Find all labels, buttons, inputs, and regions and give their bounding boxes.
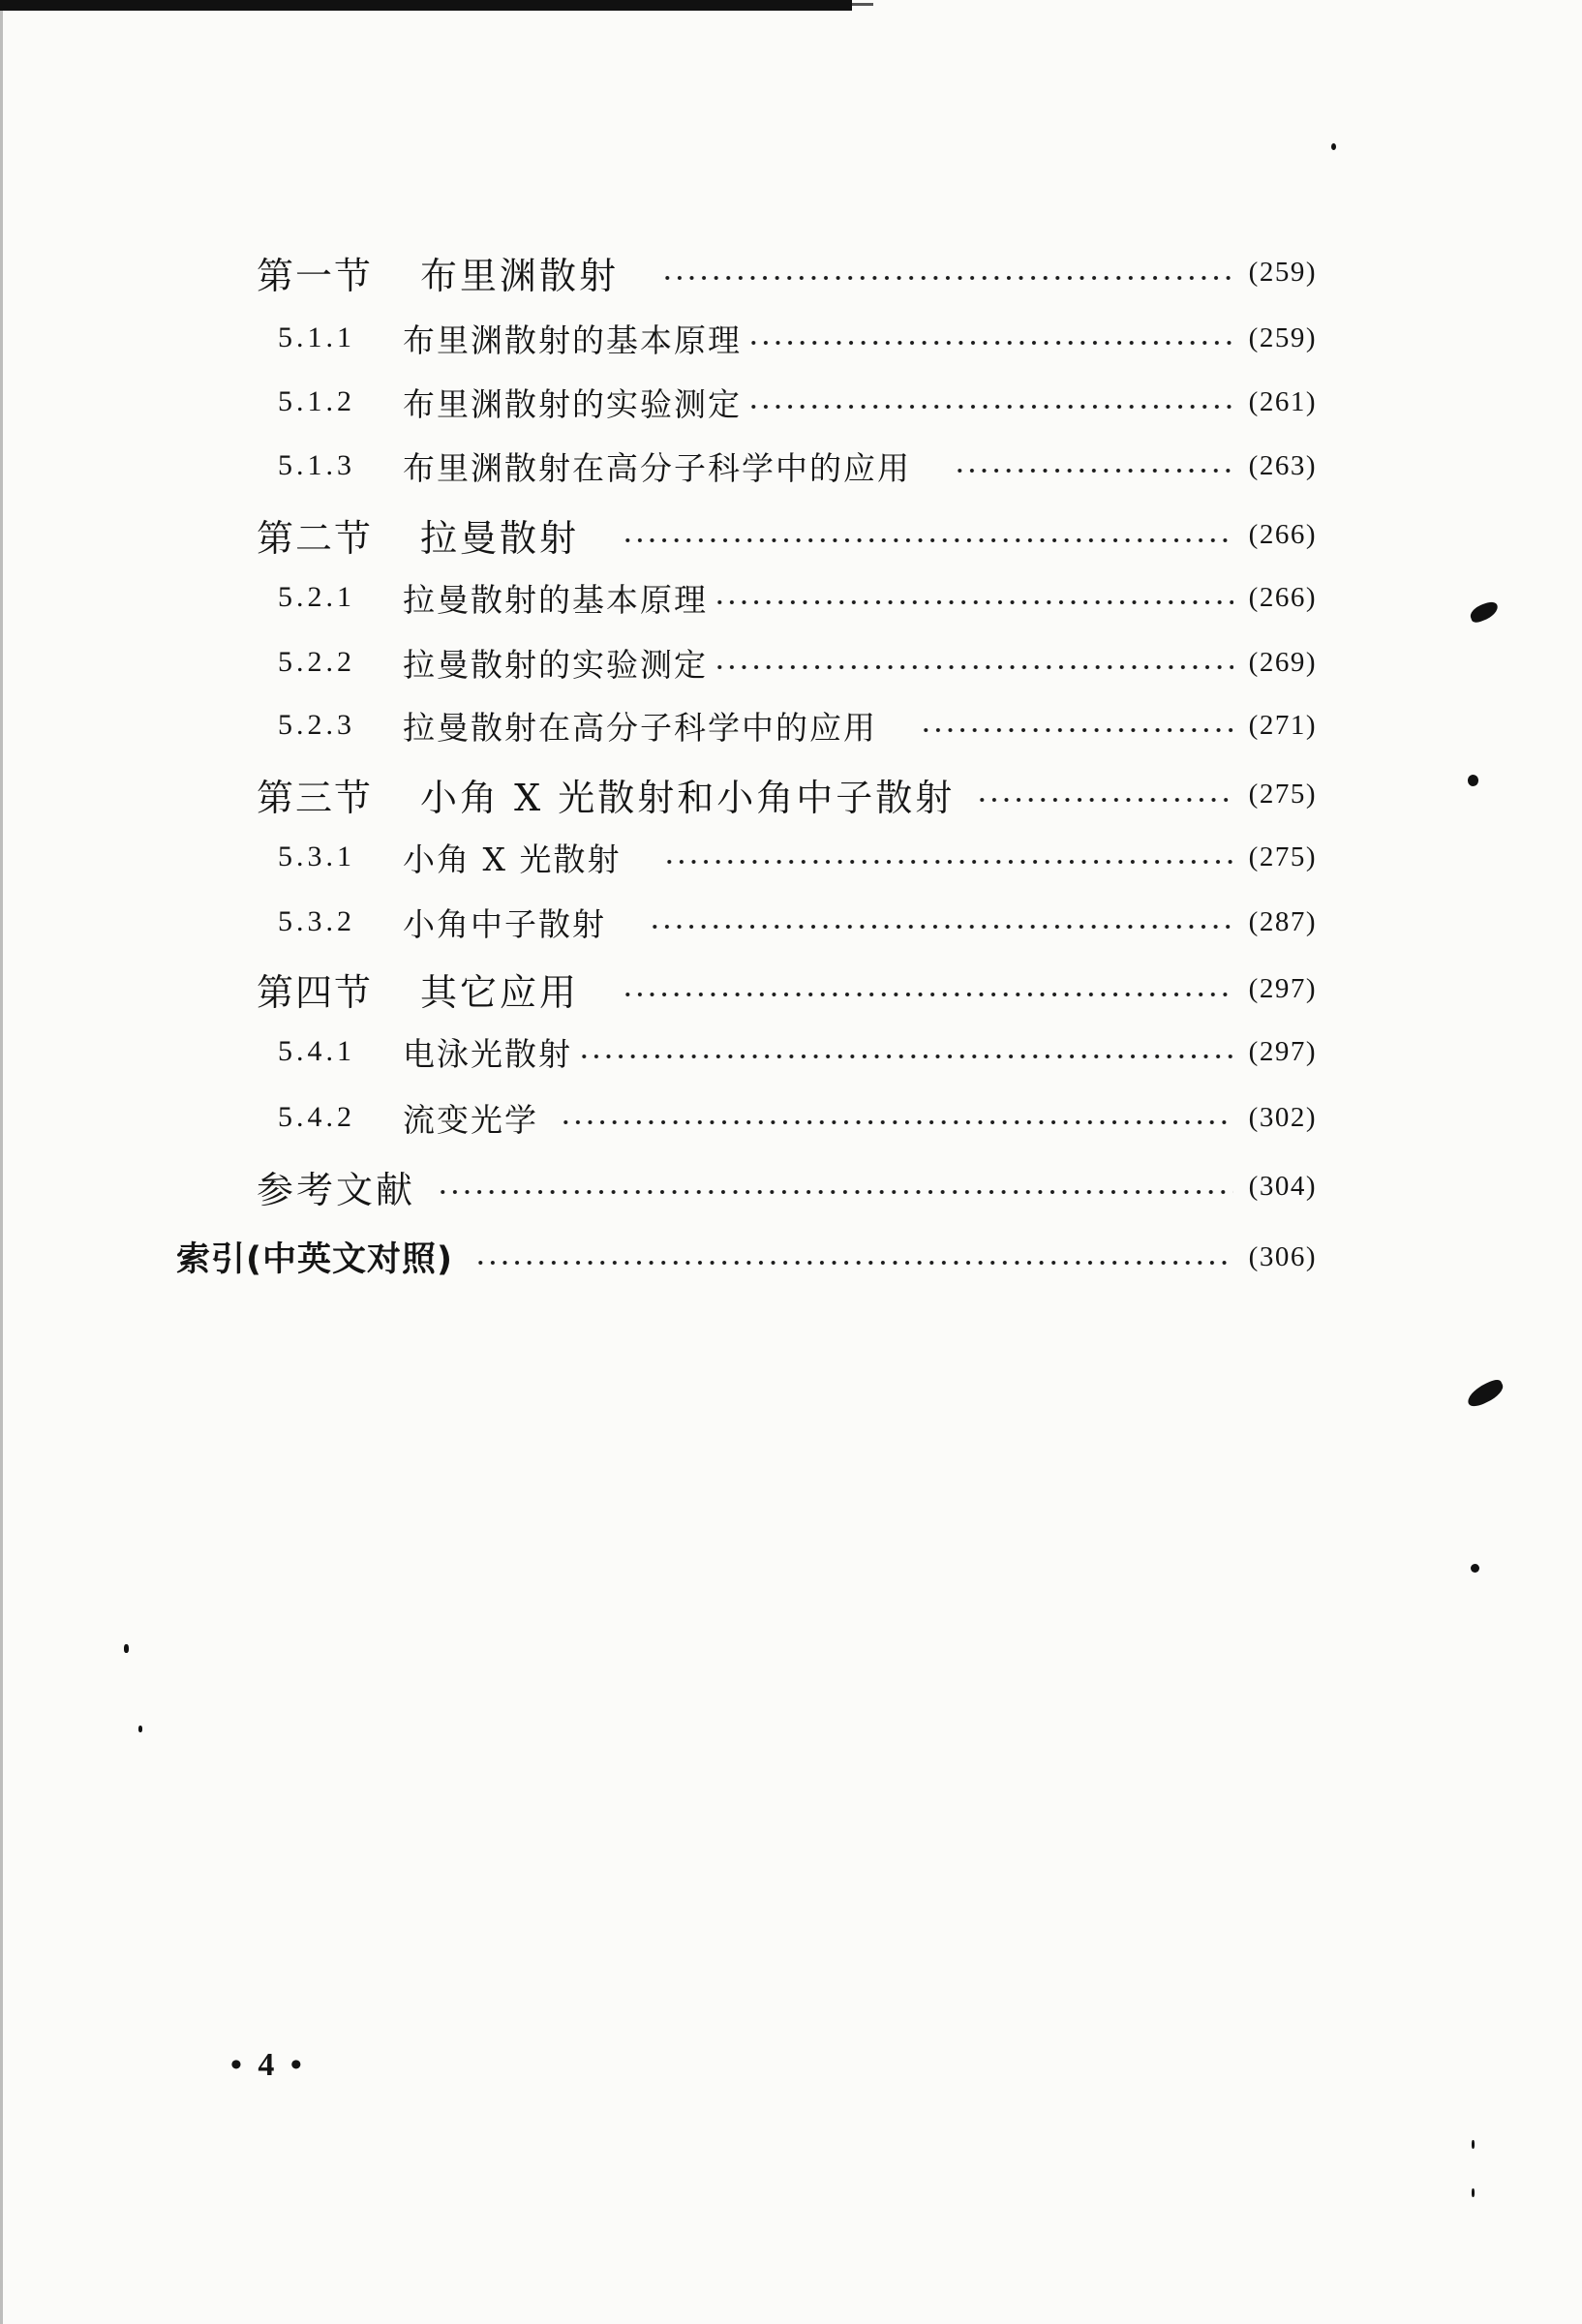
toc-entry-subsection (278, 317, 1317, 359)
subsection-number: 5.3.2 (278, 905, 355, 937)
section-title: 拉曼散射 (420, 516, 580, 560)
toc-entry-index (176, 1232, 1317, 1282)
page-reference: (297) (1248, 1035, 1317, 1067)
page-reference: (271) (1248, 709, 1317, 741)
subsection-title: 拉曼散射的实验测定 (403, 645, 708, 684)
page-reference: (259) (1248, 321, 1317, 353)
page-reference: (275) (1248, 841, 1317, 872)
subsection-title: 小角 X 光散射 (403, 840, 622, 878)
dot-leader (578, 1030, 1233, 1073)
section-number: 第二节 (257, 516, 374, 560)
scan-speck (1468, 599, 1501, 624)
references-title: 参考文献 (257, 1168, 416, 1211)
dot-leader (714, 576, 1233, 619)
toc-entry-subsection (278, 704, 1317, 747)
subsection-title: 小角中子散射 (403, 904, 606, 943)
page-reference: (275) (1248, 778, 1317, 810)
dot-leader (622, 963, 1233, 1014)
page-reference: (263) (1248, 449, 1317, 481)
page-number: • 4 • (230, 2047, 306, 2083)
scan-speck (1472, 2188, 1475, 2197)
toc-entry-subsection (278, 444, 1317, 487)
subsection-number: 5.3.1 (278, 841, 355, 872)
subsection-title: 布里渊散射在高分子科学中的应用 (403, 448, 911, 487)
subsection-number: 5.1.1 (278, 321, 355, 353)
scan-speck (138, 1726, 142, 1732)
top-rule (0, 0, 852, 11)
subsection-title: 布里渊散射的实验测定 (403, 384, 742, 423)
subsection-number: 5.2.1 (278, 581, 355, 613)
dot-leader (747, 317, 1233, 359)
scan-speck (1468, 775, 1478, 786)
section-title: 小角 X 光散射和小角中子散射 (420, 776, 956, 819)
scan-speck (1331, 143, 1336, 150)
page-reference: (266) (1248, 581, 1317, 613)
page-reference: (287) (1248, 905, 1317, 937)
toc-entry-subsection (278, 836, 1317, 878)
page-reference: (302) (1248, 1101, 1317, 1133)
page-reference: (304) (1248, 1170, 1317, 1202)
dot-leader (560, 1096, 1233, 1139)
subsection-number: 5.4.1 (278, 1035, 355, 1067)
dot-leader (747, 381, 1233, 423)
scan-speck (1471, 1564, 1479, 1573)
subsection-title: 布里渊散射的基本原理 (403, 321, 742, 359)
dot-leader (474, 1232, 1233, 1282)
scan-left-edge (0, 0, 3, 2324)
toc-entry-section (257, 509, 1317, 560)
subsection-number: 5.2.2 (278, 646, 355, 678)
dot-leader (714, 641, 1233, 684)
page-reference: (261) (1248, 385, 1317, 417)
subsection-number: 5.1.2 (278, 385, 355, 417)
section-title: 布里渊散射 (420, 254, 620, 297)
toc-entry-subsection (278, 1030, 1317, 1073)
toc-entry-subsection (278, 1096, 1317, 1139)
toc-entry-section (257, 247, 1317, 297)
toc-entry-subsection (278, 901, 1317, 943)
section-number: 第四节 (257, 970, 374, 1014)
dot-leader (920, 704, 1233, 747)
toc-entry-subsection (278, 576, 1317, 619)
subsection-title: 流变光学 (403, 1100, 538, 1139)
subsection-title: 拉曼散射的基本原理 (403, 580, 708, 619)
toc-entry-references (257, 1161, 1317, 1211)
scan-speck (124, 1644, 129, 1653)
dot-leader (649, 901, 1233, 943)
subsection-number: 5.1.3 (278, 449, 355, 481)
page-reference: (297) (1248, 972, 1317, 1004)
subsection-title: 拉曼散射在高分子科学中的应用 (403, 708, 877, 747)
section-number: 第一节 (257, 254, 374, 297)
subsection-number: 5.4.2 (278, 1101, 355, 1133)
subsection-title: 电泳光散射 (403, 1034, 572, 1073)
toc-entry-section (257, 769, 1317, 819)
section-number: 第三节 (257, 776, 374, 819)
dot-leader (622, 509, 1233, 560)
scan-speck (1472, 2140, 1475, 2149)
section-title: 其它应用 (420, 970, 580, 1014)
page-reference: (266) (1248, 518, 1317, 550)
dot-leader (954, 444, 1233, 487)
page-reference: (259) (1248, 256, 1317, 288)
scan-speck (1464, 1377, 1506, 1409)
toc-entry-subsection (278, 641, 1317, 684)
dot-leader (976, 769, 1232, 819)
subsection-number: 5.2.3 (278, 709, 355, 741)
dot-leader (437, 1161, 1233, 1211)
index-title: 索引(中英文对照) (176, 1240, 453, 1279)
dot-leader (663, 836, 1232, 878)
toc-entry-section (257, 963, 1317, 1014)
top-rule-tail (852, 3, 873, 6)
page-reference: (306) (1248, 1240, 1317, 1272)
dot-leader (661, 247, 1233, 297)
toc-entry-subsection (278, 381, 1317, 423)
page-reference: (269) (1248, 646, 1317, 678)
